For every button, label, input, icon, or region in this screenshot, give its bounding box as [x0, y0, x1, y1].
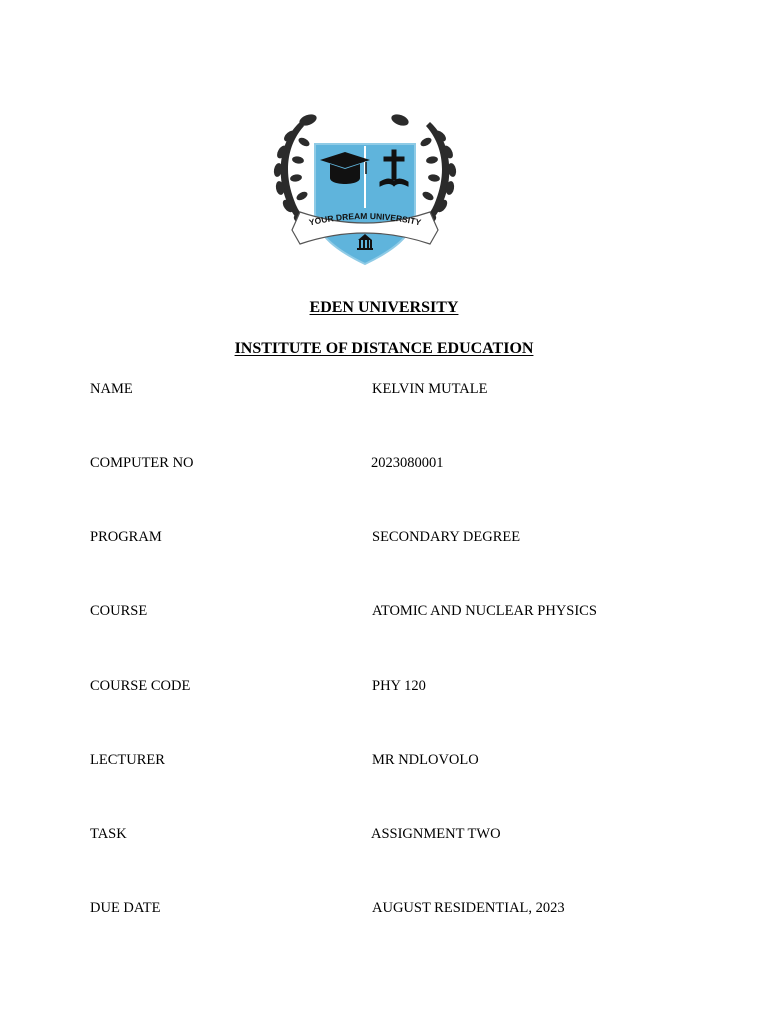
detail-label: COURSE CODE: [90, 678, 191, 694]
detail-label: TASK: [90, 826, 127, 842]
detail-value: PHY 120: [372, 678, 426, 694]
detail-row-lecturer: [0, 752, 768, 772]
detail-value: ASSIGNMENT TWO: [371, 826, 501, 842]
detail-label: NAME: [90, 381, 133, 397]
detail-label: LECTURER: [90, 752, 165, 768]
detail-label: COURSE: [90, 603, 148, 619]
logo-banner-text: YOUR DREAM UNIVERSITY: [307, 210, 423, 228]
laurel-wreath-icon: [273, 112, 318, 232]
detail-value: AUGUST RESIDENTIAL, 2023: [372, 900, 565, 916]
detail-value: ATOMIC AND NUCLEAR PHYSICS: [372, 603, 597, 619]
detail-row-task: [0, 826, 768, 846]
detail-value: 2023080001: [371, 455, 444, 471]
detail-row-due-date: [0, 900, 768, 920]
detail-row-name: [0, 381, 768, 401]
detail-value: KELVIN MUTALE: [372, 381, 488, 397]
detail-label: COMPUTER NO: [90, 455, 194, 471]
detail-row-course: [0, 603, 768, 623]
detail-value: SECONDARY DEGREE: [372, 529, 521, 545]
detail-label: PROGRAM: [90, 529, 162, 545]
detail-row-course-code: [0, 678, 768, 698]
detail-row-program: [0, 529, 768, 549]
university-title: EDEN UNIVERSITY: [309, 299, 459, 316]
detail-label: DUE DATE: [90, 900, 161, 916]
detail-row-computer-no: [0, 455, 768, 475]
detail-value: MR NDLOVOLO: [372, 752, 479, 768]
university-logo: [270, 112, 460, 268]
university-crest-icon: [270, 112, 460, 268]
institute-title: INSTITUTE OF DISTANCE EDUCATION: [234, 340, 534, 357]
